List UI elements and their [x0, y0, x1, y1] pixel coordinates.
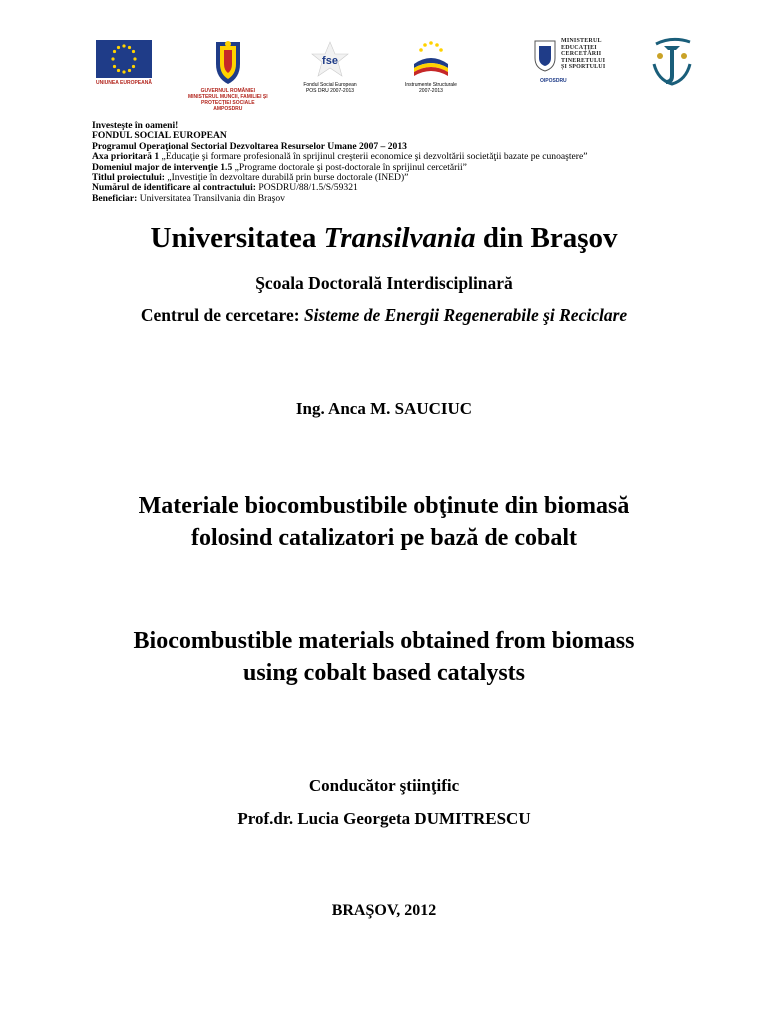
fse-mark: fse	[322, 55, 338, 67]
doctoral-school: Şcoala Doctorală Interdisciplinară	[255, 273, 513, 293]
university-emblem-icon	[646, 34, 698, 88]
eu-logo-caption: UNIUNEA EUROPEANĂ	[96, 80, 152, 86]
project-slogan: Investeşte în oameni!	[92, 120, 179, 131]
structural-instruments-icon	[406, 38, 456, 80]
supervisor-label: Conducător ştiinţific	[308, 776, 460, 795]
thesis-title-english: Biocombustible materials obtained from biomass using cobalt based catalysts	[133, 628, 635, 686]
ministry-logo	[532, 38, 605, 84]
fse-logo-caption: Fondul Social European POS DRU 2007-2013	[303, 82, 357, 94]
structural-instruments-logo	[405, 38, 457, 94]
project-contract-id: Numărul de identificare al contractului: POSDRU/88/1.5/S/59321	[92, 182, 358, 194]
project-programme: Programul Operaţional Sectorial Dezvoltarea Resurselor Umane 2007 – 2013	[92, 140, 407, 152]
project-title: Titlul proiectului: „Investiţie în dezvoltare durabilă prin burse doctorale (INED)”	[92, 172, 409, 184]
project-domain: Domeniul major de intervenţie 1.5 „Programe doctorale şi post-doctorale în sprijinul cercetării”	[92, 161, 467, 173]
eu-logo	[96, 40, 152, 86]
university-logo	[646, 34, 698, 88]
author-name: Ing. Anca M. SAUCIUC	[295, 399, 473, 418]
logo-strip	[0, 30, 768, 120]
place-and-year: BRAŞOV, 2012	[331, 902, 437, 919]
fse-logo	[302, 40, 358, 94]
research-centre: Centrul de cercetare: Sisteme de Energii Regenerabile şi Reciclare	[140, 305, 628, 325]
project-fund: FONDUL SOCIAL EUROPEAN	[92, 130, 227, 142]
ministry-crest-icon	[532, 38, 558, 72]
government-logo	[188, 38, 268, 112]
ministry-name: MINISTERUL EDUCAȚIEI CERCETĂRII TINERETULUI ȘI SPORTULUI	[561, 38, 606, 70]
project-beneficiary: Beneficiar: Universitatea Transilvania din Braşov	[92, 192, 285, 204]
fse-star-icon	[302, 40, 358, 80]
structural-instruments-caption: Instrumente Structurale 2007-2013	[405, 82, 457, 94]
university-name: Universitatea Transilvania din Braşov	[150, 222, 618, 254]
coat-of-arms-icon	[208, 38, 248, 86]
thesis-title-romanian: Materiale biocombustibile obţinute din biomasă folosind catalizatori pe bază de cobalt	[138, 493, 630, 551]
eu-flag-icon	[96, 40, 152, 78]
oiposdru-caption: OIPOSDRU	[540, 78, 567, 84]
project-info	[92, 121, 732, 204]
government-logo-caption: GUVERNUL ROMÂNIEI MINISTERUL MUNCII, FAMILIEI ȘI PROTECȚIEI SOCIALE AMPOSDRU	[188, 88, 268, 112]
project-axis: Axa prioritară 1 „Educaţie şi formare profesională în sprijinul creşterii economice şi dezvoltării societăţii bazate pe cunoaştere”	[92, 151, 588, 163]
supervisor-name: Prof.dr. Lucia Georgeta DUMITRESCU	[237, 809, 531, 828]
